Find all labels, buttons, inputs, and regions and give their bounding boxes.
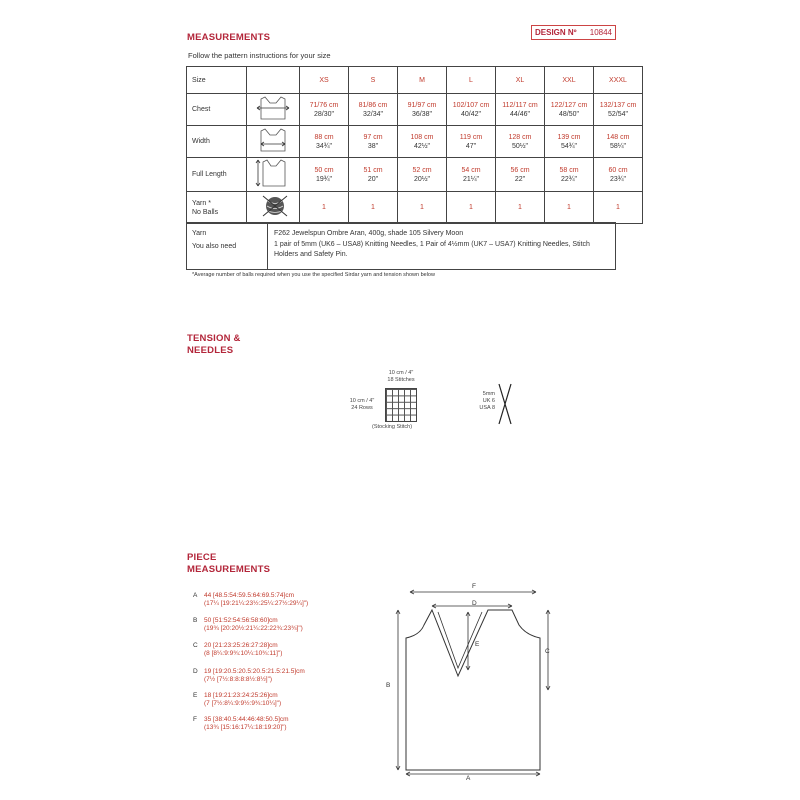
width-cm-xxl: 139 cm (557, 133, 581, 141)
length-cm-l: 54 cm (461, 166, 481, 174)
balls-m: 1 (398, 192, 447, 224)
tension-title: TENSION & NEEDLES (187, 333, 241, 356)
yarn-ball-icon (253, 192, 293, 220)
need-value: 1 pair of 5mm (UK6 – USA8) Knitting Needles, 1 Pair of 4½mm (UK7 – USA7) Knitting Needles, Stitch Holders and Safety Pin. (274, 241, 590, 258)
length-cm-xxl: 58 cm (559, 166, 579, 174)
length-cm-xxxl: 60 cm (608, 166, 628, 174)
size-xl: XL (496, 67, 545, 94)
width-in-xl: 50½" (511, 142, 529, 150)
width-cm-xl: 128 cm (508, 133, 532, 141)
stocking-stitch-label: (Stocking Stitch) (372, 424, 413, 430)
length-cm-xl: 56 cm (510, 166, 530, 174)
piece-measurements-title: PIECE MEASUREMENTS (187, 552, 271, 575)
chest-cm-xl: 112/117 cm (502, 101, 538, 109)
width-in-m: 42½" (413, 142, 431, 150)
tension-rows: 10 cm / 4" 24 Rows (349, 398, 375, 411)
yarn-info-label: Yarn (192, 230, 207, 237)
width-in-xxxl: 58¼" (609, 142, 627, 150)
chest-in-l: 40/42" (460, 110, 481, 118)
chest-in-xl: 44/46" (509, 110, 530, 118)
vest-schematic (380, 580, 560, 785)
width-in-l: 47" (465, 142, 477, 150)
width-cm-xs: 88 cm (314, 133, 334, 141)
chest-in-m: 36/38" (411, 110, 432, 118)
chest-cm-s: 81/86 cm (358, 101, 388, 109)
chest-vest-icon (253, 95, 293, 121)
yarn-info-box (186, 222, 616, 270)
size-label: Size (187, 67, 247, 94)
footnote: *Average number of balls required when you use the specified Sirdar yarn and tension shown below (192, 272, 435, 278)
length-label: Full Length (187, 158, 247, 192)
diagram-label-b: B (386, 682, 391, 689)
size-row (187, 67, 643, 94)
width-row (187, 126, 643, 158)
size-xxl: XXL (545, 67, 594, 94)
chest-in-xs: 28/30" (313, 110, 334, 118)
diagram-label-f: F (472, 583, 476, 590)
chest-cm-l: 102/107 cm (452, 101, 490, 109)
chest-cm-xxl: 122/127 cm (550, 101, 588, 109)
size-xxxl: XXXL (594, 67, 643, 94)
chest-in-xxl: 48/50" (558, 110, 579, 118)
width-label: Width (187, 126, 247, 158)
chest-label: Chest (187, 94, 247, 126)
subtitle: Follow the pattern instructions for your size (188, 51, 331, 60)
chest-cm-xxxl: 132/137 cm (599, 101, 637, 109)
width-in-s: 38" (367, 142, 379, 150)
measurements-title: MEASUREMENTS (187, 32, 271, 43)
size-l: L (447, 67, 496, 94)
balls-xs: 1 (300, 192, 349, 224)
size-m: M (398, 67, 447, 94)
diagram-label-d: D (472, 600, 477, 607)
yarn-value: F262 Jewelspun Ombre Aran, 400g, shade 105 Silvery Moon (274, 230, 464, 237)
chest-row (187, 94, 643, 126)
measurements-table (186, 66, 643, 224)
length-in-xxxl: 23¾" (609, 175, 627, 183)
need-label: You also need (192, 243, 237, 250)
tension-stitches: 10 cm / 4" 18 Stitches (387, 370, 415, 383)
yarn-row (187, 192, 643, 224)
chest-cm-xs: 71/76 cm (309, 101, 339, 109)
design-number: 10844 (589, 28, 612, 37)
length-row (187, 158, 643, 192)
balls-xxxl: 1 (594, 192, 643, 224)
length-cm-s: 51 cm (363, 166, 383, 174)
length-in-xxl: 22¾" (560, 175, 578, 183)
length-in-m: 20½" (413, 175, 431, 183)
length-cm-xs: 50 cm (314, 166, 334, 174)
balls-xxl: 1 (545, 192, 594, 224)
width-cm-m: 108 cm (410, 133, 434, 141)
chest-in-xxxl: 52/54" (607, 110, 628, 118)
balls-l: 1 (447, 192, 496, 224)
yarn-label: Yarn * (192, 199, 211, 207)
length-cm-m: 52 cm (412, 166, 432, 174)
needles-icon (496, 382, 514, 426)
design-label: DESIGN Nº (535, 28, 577, 37)
length-vest-icon (253, 158, 293, 188)
tension-swatch-grid (385, 388, 417, 422)
diagram-label-a: A (466, 775, 471, 782)
needle-sizes: 5mm UK 6 USA 8 (479, 391, 495, 411)
balls-s: 1 (349, 192, 398, 224)
length-in-xl: 22" (514, 175, 526, 183)
balls-xl: 1 (496, 192, 545, 224)
chest-cm-m: 91/97 cm (407, 101, 437, 109)
width-cm-l: 119 cm (459, 133, 483, 141)
width-cm-xxxl: 148 cm (606, 133, 630, 141)
size-s: S (349, 67, 398, 94)
width-cm-s: 97 cm (363, 133, 383, 141)
width-vest-icon (253, 127, 293, 153)
chest-in-s: 32/34" (362, 110, 383, 118)
diagram-label-e: E (475, 641, 480, 648)
balls-label: No Balls (192, 208, 219, 216)
length-in-s: 20" (367, 175, 379, 183)
design-number-box (531, 25, 616, 40)
diagram-label-c: C (545, 648, 550, 655)
length-in-l: 21¼" (462, 175, 480, 183)
width-in-xxl: 54¾" (560, 142, 578, 150)
width-in-xs: 34¾" (315, 142, 333, 150)
length-in-xs: 19¾" (315, 175, 333, 183)
size-xs: XS (300, 67, 349, 94)
